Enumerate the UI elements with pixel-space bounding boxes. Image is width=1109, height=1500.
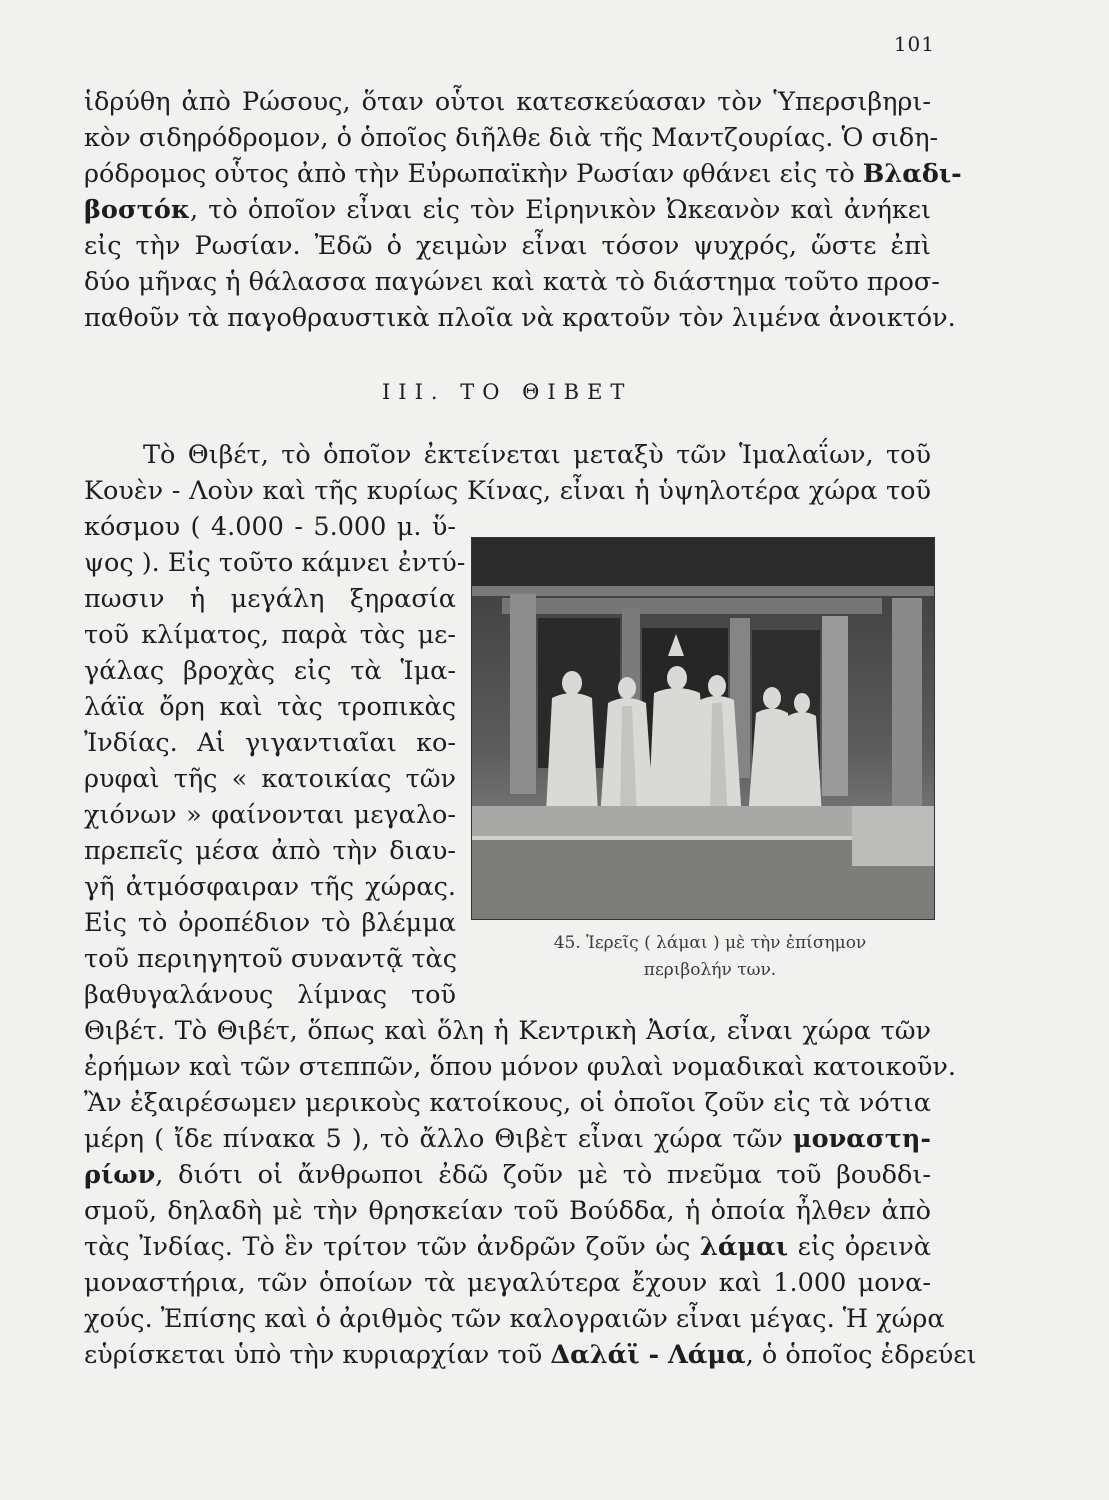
paragraph-line: Ἰνδίας. Αἱ γιγαντιαῖαι κο- — [84, 728, 456, 758]
paragraph-line: τοῦ κλίματος, παρὰ τὰς με- — [84, 620, 456, 650]
paragraph-line: ρυφαὶ τῆς « κατοικίας τῶν — [84, 764, 456, 794]
paragraph-line: σμοῦ, δηλαδὴ μὲ τὴν θρησκείαν τοῦ Βούδδα, ἡ ὁποία ἦλθεν ἀπὸ — [84, 1196, 931, 1226]
paragraph-line: βοστόκ, τὸ ὁποῖον εἶναι εἰς τὸν Εἰρηνικὸν Ὠκεανὸν καὶ ἀνήκει — [84, 195, 931, 225]
paragraph-line: Τὸ Θιβέτ, τὸ ὁποῖον ἐκτείνεται μεταξὺ τῶν Ἱμαλαΐων, τοῦ — [143, 440, 931, 470]
paragraph-line: χιόνων » φαίνονται μεγαλο- — [84, 800, 456, 830]
paragraph-line: τὰς Ἰνδίας. Τὸ ἓν τρίτον τῶν ἀνδρῶν ζοῦν ὡς λάμαι εἰς ὀρεινὰ — [84, 1232, 931, 1262]
paragraph-line: Θιβέτ. Τὸ Θιβέτ, ὅπως καὶ ὅλη ἡ Κεντρικὴ Ἀσία, εἶναι χώρα τῶν — [84, 1016, 931, 1046]
paragraph-line: γῆ ἀτμόσφαιραν τῆς χώρας. — [84, 872, 456, 902]
paragraph-line: ρίων, διότι οἱ ἄνθρωποι ἐδῶ ζοῦν μὲ τὸ πνεῦμα τοῦ βουδδι- — [84, 1160, 931, 1190]
paragraph-line: κὸν σιδηρόδρομον, ὁ ὁποῖος διῆλθε διὰ τῆς Μαντζουρίας. Ὁ σιδη- — [84, 123, 939, 153]
photo-caption-line: 45. Ἱερεῖς ( λάμαι ) μὲ τὴν ἐπίσημον — [553, 933, 867, 953]
paragraph-line: γάλας βροχὰς εἰς τὰ Ἱμα- — [84, 656, 456, 686]
paragraph-line: παθοῦν τὰ παγοθραυστικὰ πλοῖα νὰ κρατοῦν τὸν λιμένα ἀνοικτόν. — [84, 303, 956, 333]
page-number: 101 — [893, 32, 935, 56]
paragraph-line: ἐρήμων καὶ τῶν στεππῶν, ὅπου μόνον φυλαὶ νομαδικαὶ κατοικοῦν. — [84, 1052, 957, 1082]
paragraph-line: Εἰς τὸ ὀροπέδιον τὸ βλέμμα — [84, 908, 456, 938]
paragraph-line: πωσιν ἡ μεγάλη ξηρασία — [84, 584, 456, 614]
paragraph-line: δύο μῆνας ἡ θάλασσα παγώνει καὶ κατὰ τὸ διάστημα τοῦτο προσ- — [84, 267, 940, 297]
paragraph-line: πρεπεῖς μέσα ἀπὸ τὴν διαυ- — [84, 836, 456, 866]
paragraph-line: Ἂν ἐξαιρέσωμεν μερικοὺς κατοίκους, οἱ ὁποῖοι ζοῦν εἰς τὰ νότια — [84, 1088, 931, 1118]
photo-caption-line: περιβολήν των. — [643, 960, 777, 980]
section-heading: III. ΤΟ ΘΙΒΕΤ — [382, 380, 633, 404]
paragraph-line: τοῦ περιηγητοῦ συναντᾷ τὰς — [84, 944, 458, 974]
paragraph-line: εἰς τὴν Ρωσίαν. Ἐδῶ ὁ χειμὼν εἶναι τόσον ψυχρός, ὥστε ἐπὶ — [84, 231, 931, 261]
photo-lamas — [471, 537, 935, 920]
paragraph-line: μέρη ( ἴδε πίνακα 5 ), τὸ ἄλλο Θιβὲτ εἶναι χώρα τῶν μοναστη- — [84, 1124, 931, 1154]
paragraph-line: χούς. Ἐπίσης καὶ ὁ ἀριθμὸς τῶν καλογραιῶν εἶναι μέγας. Ἡ χώρα — [84, 1304, 945, 1334]
paragraph-line: εὑρίσκεται ὑπὸ τὴν κυριαρχίαν τοῦ Δαλάϊ - Λάμα, ὁ ὁποῖος ἑδρεύει — [84, 1340, 977, 1370]
paragraph-line: ἱδρύθη ἀπὸ Ρώσους, ὅταν οὗτοι κατεσκεύασαν τὸν Ὑπερσιβηρι- — [84, 87, 931, 117]
paragraph-line: ψος ). Εἰς τοῦτο κάμνει ἐντύ- — [84, 548, 466, 578]
paragraph-line: Κουὲν - Λοὺν καὶ τῆς κυρίως Κίνας, εἶναι ἡ ὑψηλοτέρα χώρα τοῦ — [84, 476, 931, 506]
paragraph-line: λάϊα ὄρη καὶ τὰς τροπικὰς — [84, 692, 456, 722]
paragraph-line: μοναστήρια, τῶν ὁποίων τὰ μεγαλύτερα ἔχουν καὶ 1.000 μονα- — [84, 1268, 931, 1298]
paragraph-line: κόσμου ( 4.000 - 5.000 μ. ὕ- — [84, 512, 456, 542]
photo-illustration — [472, 538, 935, 920]
paragraph-line: βαθυγαλάνους λίμνας τοῦ — [84, 980, 456, 1010]
paragraph-line: ρόδρομος οὗτος ἀπὸ τὴν Εὐρωπαϊκὴν Ρωσίαν φθάνει εἰς τὸ Βλαδι- — [84, 159, 962, 189]
